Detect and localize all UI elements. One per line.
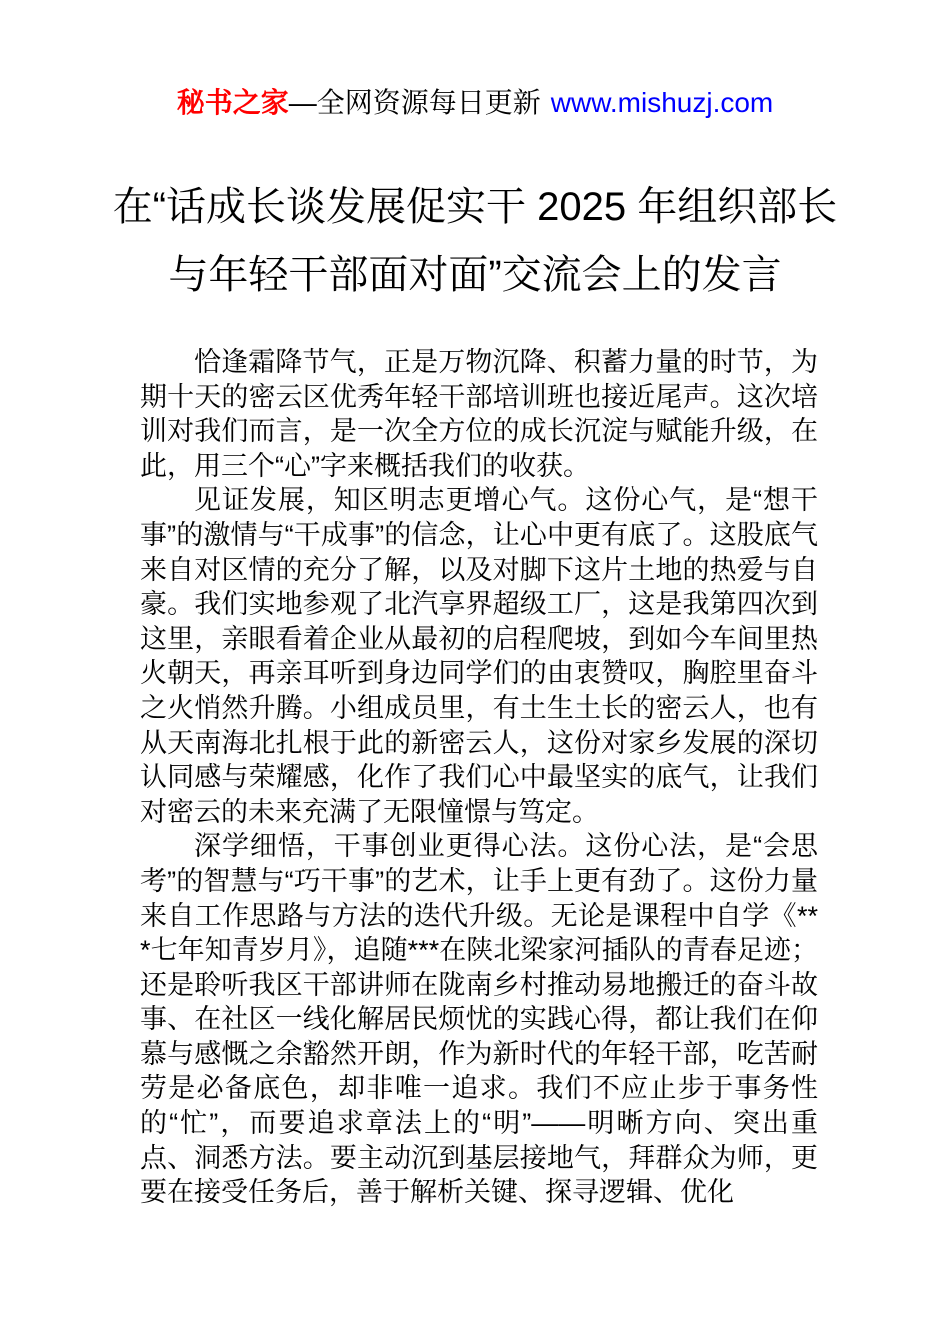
body-paragraph: 恰逢霜降节气，正是万物沉降、积蓄力量的时节，为期十天的密云区优秀年轻干部培训班也接近尾声。这次培训对我们而言，是一次全方位的成长沉淀与赋能升级，在此，用三个“心”字来概括我们的收获。 [140, 347, 818, 481]
document-title [75, 173, 875, 309]
body-paragraph: 深学细悟，干事创业更得心法。这份心法，是“会思考”的智慧与“巧干事”的艺术，让手上更有劲了。这份力量来自工作思路与方法的迭代升级。无论是课程中自学《***七年知青岁月》，追随***在陕北梁家河插队的青春足迹；还是聆听我区干部讲师在陇南乡村推动易地搬迁的奋斗故事、在社区一线化解居民烦忧的实践心得，都让我们在仰慕与感慨之余豁然开朗，作为新时代的年轻干部，吃苦耐劳是必备底色，却非唯一追求。我们不应止步于事务性的“忙”，而要追求章法上的“明”——明晰方向、突出重点、洞悉方法。要主动沉到基层接地气，拜群众为师，更要在接受任务后，善于解析关键、探寻逻辑、优化 [140, 831, 818, 1208]
site-brand: 秘书之家 [176, 87, 289, 118]
document-title-line-1: 在“话成长谈发展促实干 2025 年组织部长 [112, 185, 838, 229]
site-header [0, 86, 950, 120]
document-body [140, 345, 818, 1210]
document-title-line-2: 与年轻干部面对面”交流会上的发言 [168, 253, 782, 297]
body-paragraph: 见证发展，知区明志更增心气。这份心气，是“想干事”的激情与“干成事”的信念，让心中更有底了。这股底气来自对区情的充分了解，以及对脚下这片土地的热爱与自豪。我们实地参观了北汽享界超级工厂，这是我第四次到这里，亲眼看着企业从最初的启程爬坡，到如今车间里热火朝天，再亲耳听到身边同学们的由衷赞叹，胸腔里奋斗之火悄然升腾。小组成员里，有土生土长的密云人，也有从天南海北扎根于此的新密云人，这份对家乡发展的深切认同感与荣耀感，化作了我们心中最坚实的底气，让我们对密云的未来充满了无限憧憬与笃定。 [140, 485, 818, 827]
site-tagline: —全网资源每日更新 [288, 87, 541, 118]
site-url-link[interactable]: www.mishuzj.com [550, 87, 774, 118]
